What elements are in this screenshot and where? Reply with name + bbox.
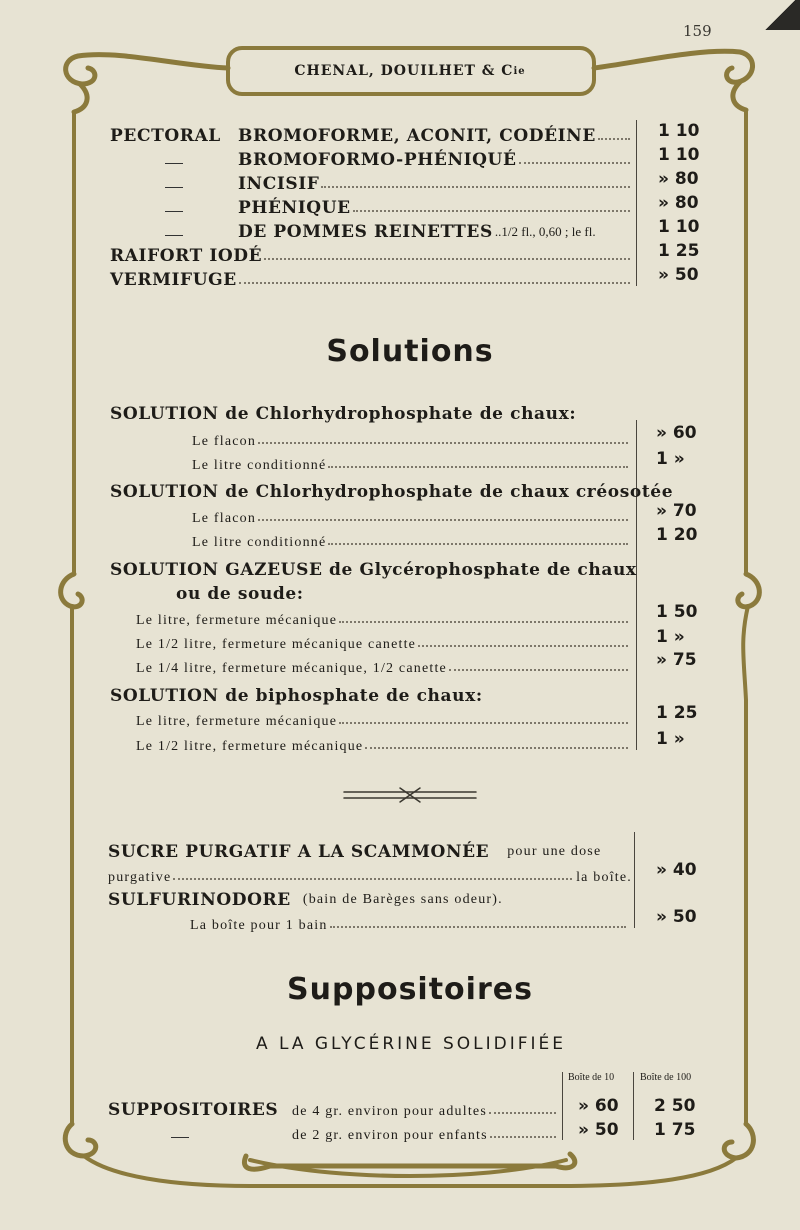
item-label: La boîte pour 1 bain [190, 918, 328, 933]
list-item [192, 527, 632, 551]
list-item [108, 862, 632, 886]
leader-dots [321, 186, 630, 188]
list-item [190, 910, 630, 934]
item-label: Le litre conditionné [192, 535, 327, 550]
ditto-dash [165, 187, 183, 188]
table-row [108, 1120, 560, 1144]
column-header: Boîte de 10 [568, 1072, 615, 1083]
row-desc: de 4 gr. environ pour adultes [292, 1104, 487, 1119]
list-item [136, 605, 632, 629]
item-price: 1 10 [658, 217, 700, 237]
list-item [192, 450, 632, 474]
list-item [192, 503, 632, 527]
row-desc: de 2 gr. environ pour enfants [292, 1128, 488, 1143]
leader-dots [598, 138, 630, 140]
item-name: PHÉNIQUE [238, 198, 351, 218]
item-label: Le litre, fermeture mécanique [136, 714, 338, 729]
item-name: BROMOFORME, ACONIT, CODÉINE [238, 126, 596, 146]
list-item [136, 706, 632, 730]
item-note: (bain de Barèges sans odeur). [302, 892, 503, 907]
company-header [230, 48, 590, 94]
group-heading: SOLUTION GAZEUSE de Glycérophosphate de chaux [110, 560, 637, 580]
leader-dots [258, 519, 628, 521]
leader-dots [330, 926, 626, 928]
list-item [108, 886, 632, 910]
item-label: Le 1/2 litre, fermeture mécanique [136, 739, 364, 754]
list-item [110, 170, 634, 194]
price-box-100: 2 50 [654, 1096, 696, 1116]
ditto-dash [171, 1137, 189, 1138]
item-label: Le 1/4 litre, fermeture mécanique, 1/2 canette [136, 661, 447, 676]
column-rule [633, 1072, 634, 1140]
item-price: » 50 [658, 265, 699, 285]
item-price: 1 25 [656, 703, 698, 723]
leader-dots [328, 543, 628, 545]
leader-dots [339, 621, 628, 623]
item-price: 1 » [656, 449, 685, 469]
item-note: pour une dose [507, 844, 602, 859]
leader-dots [258, 442, 628, 444]
leader-dots [519, 162, 630, 164]
item-price: » 80 [658, 169, 699, 189]
leader-dots [328, 466, 628, 468]
leader-dots [490, 1136, 556, 1138]
table-row [108, 1096, 560, 1120]
item-price: » 40 [656, 860, 697, 880]
group-heading: SOLUTION de biphosphate de chaux: [110, 686, 483, 706]
item-price: 1 20 [656, 525, 698, 545]
list-item [110, 266, 634, 290]
item-price: 1 50 [656, 602, 698, 622]
price-column-rule [634, 832, 635, 928]
list-item [110, 122, 634, 146]
price-box-100: 1 75 [654, 1120, 696, 1140]
item-price: » 60 [656, 423, 697, 443]
row-lead: SUPPOSITOIRES [108, 1100, 279, 1120]
column-rule [562, 1072, 563, 1140]
item-lead: PECTORAL [110, 126, 221, 146]
leader-dots [449, 669, 628, 671]
leader-dots [418, 645, 628, 647]
section-subtitle: A LA GLYCÉRINE SOLIDIFIÉE [255, 1034, 567, 1054]
company-name: CHENAL, DOUILHET & C [294, 63, 514, 79]
item-label: Le litre conditionné [192, 458, 327, 473]
ditto-dash [165, 235, 183, 236]
item-name: SUCRE PURGATIF A LA SCAMMONÉE [108, 842, 490, 862]
item-name: RAIFORT IODÉ [110, 246, 263, 266]
item-label: Le litre, fermeture mécanique [136, 613, 338, 628]
item-price: 1 10 [658, 121, 700, 141]
price-box-10: » 50 [578, 1120, 619, 1140]
leader-dots [239, 282, 630, 284]
item-label: Le flacon [192, 511, 257, 526]
item-price: » 70 [656, 501, 697, 521]
ditto-dash [165, 211, 183, 212]
list-item [136, 629, 632, 653]
item-name: DE POMMES REINETTES [238, 222, 493, 242]
list-item [136, 653, 632, 677]
price-box-10: » 60 [578, 1096, 619, 1116]
item-label: Le 1/2 litre, fermeture mécanique canette [136, 637, 417, 652]
list-item [192, 426, 632, 450]
item-price: 1 10 [658, 145, 700, 165]
section-title-suppositoires: Suppositoires [287, 972, 533, 1007]
item-price: » 75 [656, 650, 697, 670]
company-suffix: ie [513, 65, 526, 77]
list-item [110, 194, 634, 218]
item-price: » 50 [656, 907, 697, 927]
ditto-dash [165, 163, 183, 164]
group-heading: SOLUTION de Chlorhydrophosphate de chaux créosotée [110, 482, 674, 502]
item-note: purgative [108, 870, 172, 885]
item-price: 1 25 [658, 241, 700, 261]
item-label: Le flacon [192, 434, 257, 449]
item-note: ..1/2 fl., 0,60 ; le fl. [494, 224, 596, 239]
item-unit: la boîte. [576, 870, 632, 885]
item-name: VERMIFUGE [110, 270, 237, 290]
leader-dots [365, 747, 628, 749]
group-heading-cont: ou de soude: [176, 584, 304, 604]
leader-dots [489, 1112, 556, 1114]
group-heading: SOLUTION de Chlorhydrophosphate de chaux: [110, 404, 577, 424]
leader-dots [264, 258, 630, 260]
item-price: 1 » [656, 627, 685, 647]
section-title-solutions: Solutions [326, 334, 494, 369]
leader-dots [353, 210, 630, 212]
page-number: 159 [683, 22, 712, 40]
column-header: Boîte de 100 [640, 1072, 692, 1083]
leader-dots [173, 878, 572, 880]
item-name: INCISIF [238, 174, 320, 194]
item-name: BROMOFORMO-PHÉNIQUÉ [238, 150, 517, 170]
item-price: » 80 [658, 193, 699, 213]
list-item [110, 242, 634, 266]
item-price: 1 » [656, 729, 685, 749]
price-column-rule [636, 120, 637, 286]
leader-dots [339, 722, 628, 724]
list-item [108, 838, 632, 862]
list-item [136, 731, 632, 755]
list-item [110, 146, 634, 170]
item-name: SULFURINODORE [108, 890, 291, 910]
list-item [110, 218, 634, 242]
